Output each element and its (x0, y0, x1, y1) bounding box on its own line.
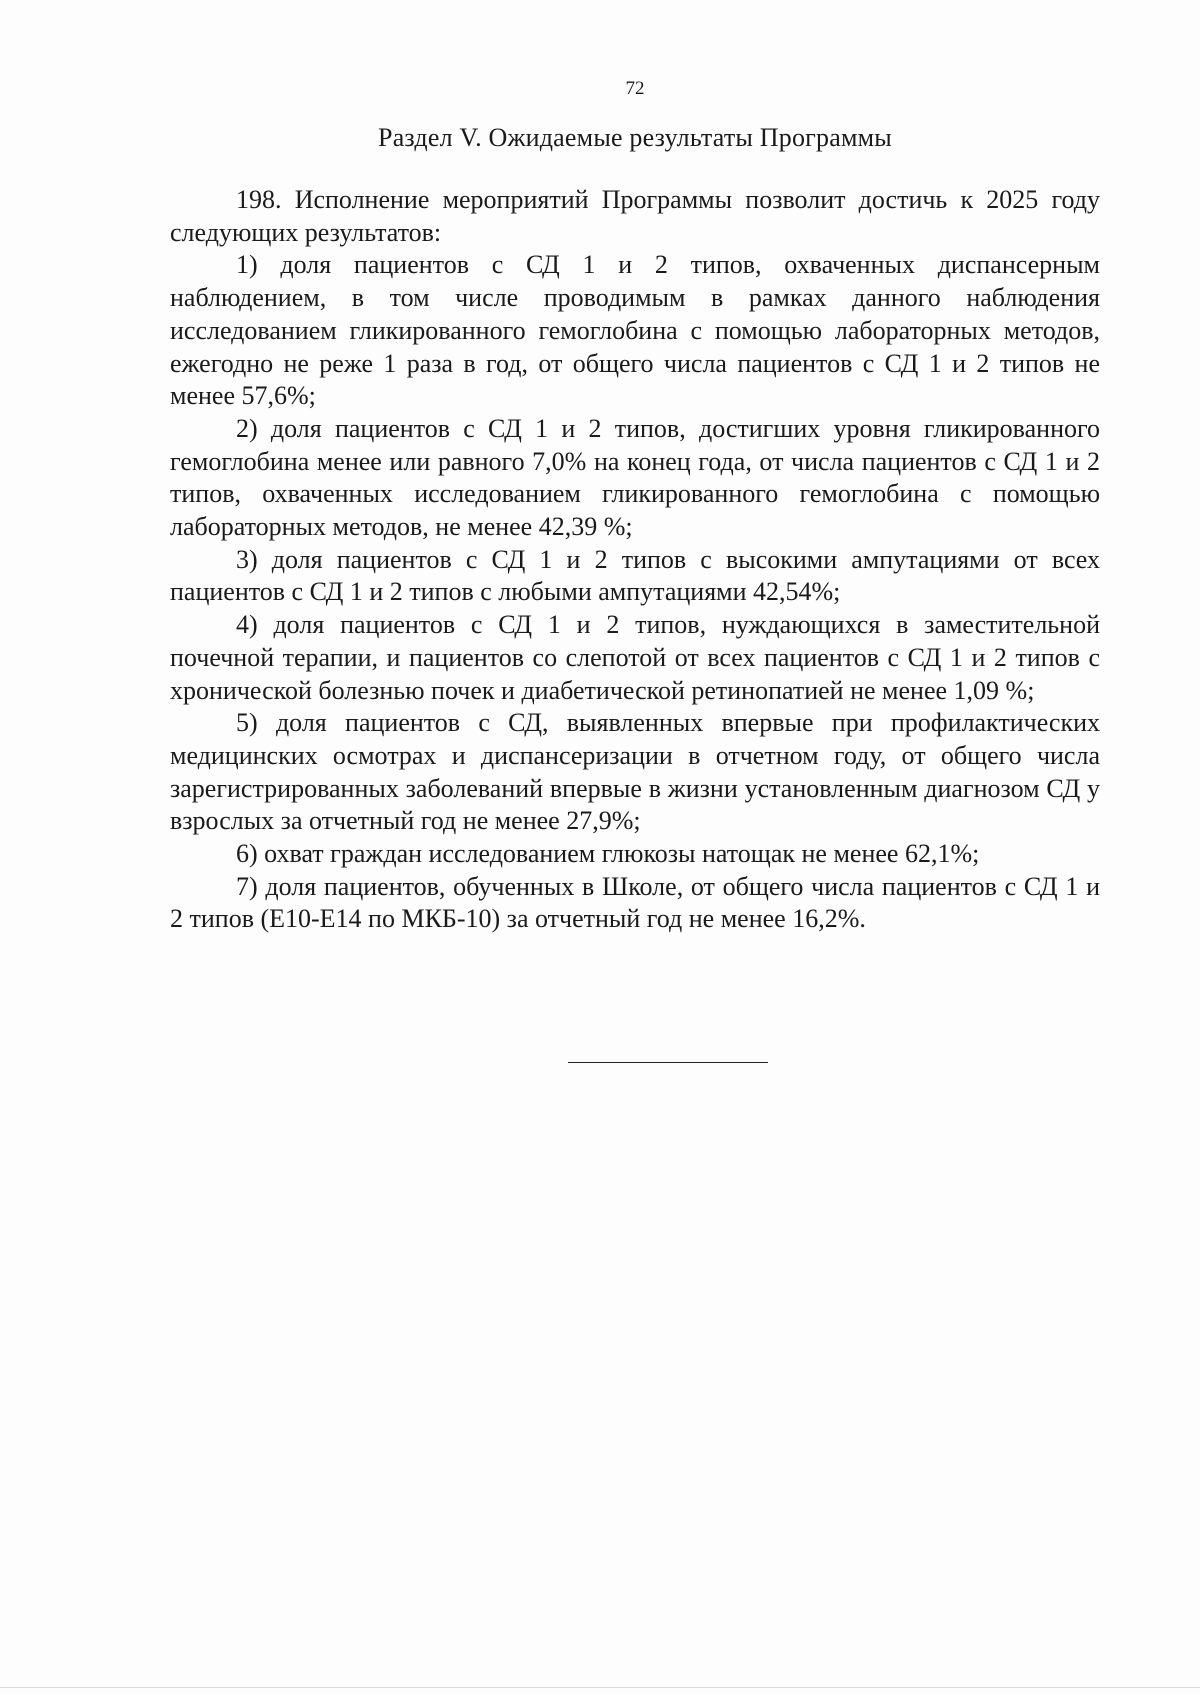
paragraph-item-4: 4) доля пациентов с СД 1 и 2 типов, нуждающихся в заместительной почечной терапии, и пациентов со слепотой от всех пациентов с СД 1 и 2 типов с хронической болезнью почек и диабетической ретинопатией не менее 1,09 %; (170, 610, 1100, 705)
paragraph-intro: 198. Исполнение мероприятий Программы позволит достичь к 2025 году следующих результатов: (170, 185, 1100, 247)
end-divider-line (568, 1062, 768, 1063)
paragraph-item-3: 3) доля пациентов с СД 1 и 2 типов с высокими ампутациями от всех пациентов с СД 1 и 2 типов с любыми ампутациями 42,54%; (170, 544, 1100, 607)
paragraph-item-2: 2) доля пациентов с СД 1 и 2 типов, достигших уровня гликированного гемоглобина менее или равного 7,0% на конец года, от числа пациентов с СД 1 и 2 типов, охваченных исследованием гликированного гемоглобина с помощью лабораторных методов, не менее 42,39 %; (170, 413, 1100, 542)
page-number: 72 (625, 78, 645, 99)
paragraph-item-6: 6) охват граждан исследованием глюкозы натощак не менее 62,1%; (236, 839, 980, 869)
section-title: Раздел V. Ожидаемые результаты Программы (378, 123, 892, 152)
paragraph-item-5: 5) доля пациентов с СД, выявленных впервые при профилактических медицинских осмотрах и диспансеризации в отчетном году, от общего числа зарегистрированных заболеваний впервые в жизни установленным диагнозом СД у взрослых за отчетный год не менее 27,9%; (170, 708, 1100, 836)
scan-edge-line (0, 1687, 1200, 1688)
document-body (170, 184, 1100, 936)
paragraph-item-7: 7) доля пациентов, обученных в Школе, от общего числа пациентов с СД 1 и 2 типов (Е10-Е14 по МКБ-10) за отчетный год не менее 16,2%. (170, 871, 1100, 934)
paragraph-item-1: 1) доля пациентов с СД 1 и 2 типов, охваченных диспансерным наблюдением, в том числе проводимым в рамках данного наблюдения исследованием гликированного гемоглобина с помощью лабораторных методов, ежегодно не реже 1 раза в год, от общего числа пациентов с СД 1 и 2 типов не менее 57,6%; (170, 250, 1100, 411)
